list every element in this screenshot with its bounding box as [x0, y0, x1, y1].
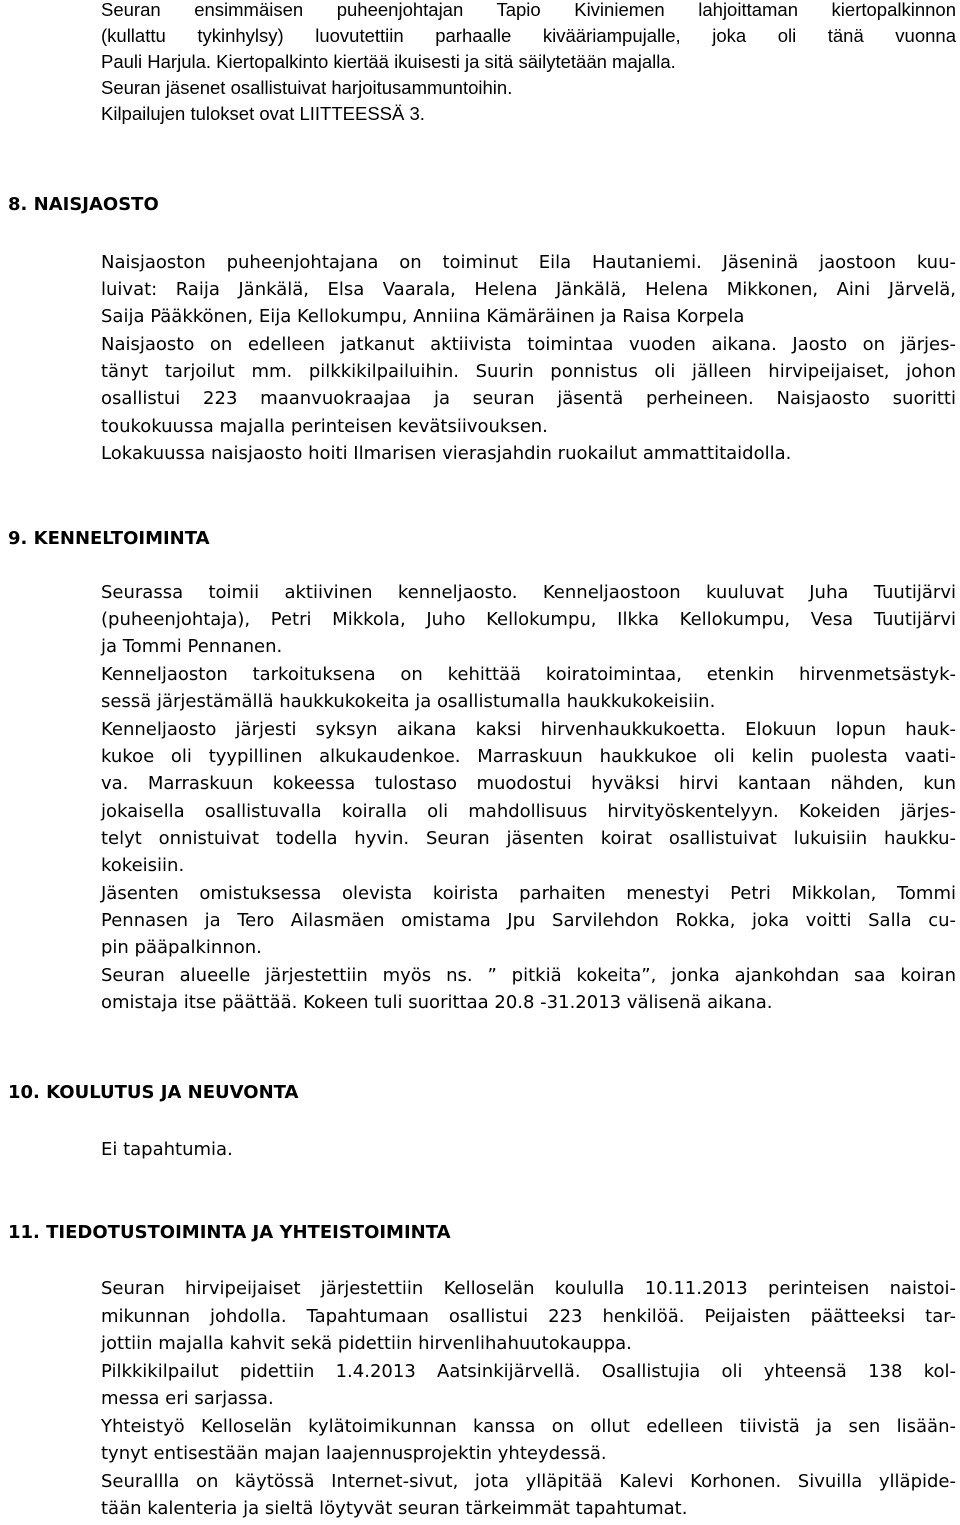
text-line: tään kalenteria ja sieltä löytyvät seuran tärkeimmät tapahtumat.: [101, 1498, 688, 1519]
text-line: tynyt entisestään majan laajennusprojektin yhteydessä.: [101, 1443, 607, 1464]
text-line: mikunnan johdolla. Tapahtumaan osallistui 223 henkilöä. Peijaisten päätteeksi tar-: [101, 1306, 956, 1327]
text-line: tänyt tarjoilut mm. pilkkikilpailuihin. Suurin ponnistus oli jälleen hirvipeijaiset, johon: [101, 361, 956, 382]
text-line: pin pääpalkinnon.: [101, 937, 262, 958]
text-line: kokeisiin.: [101, 855, 185, 876]
text-line: (puheenjohtaja), Petri Mikkola, Juho Kellokumpu, Ilkka Kellokumpu, Vesa Tuutijärvi: [101, 609, 956, 630]
text-line: Seurallla on käytössä Internet-sivut, jota ylläpitää Kalevi Korhonen. Sivuilla ylläpide-: [101, 1471, 956, 1492]
text-line: Saija Pääkkönen, Eija Kellokumpu, Anniina Kämäräinen ja Raisa Korpela: [101, 306, 745, 327]
text-line: sessä järjestämällä haukkukokeita ja osallistumalla haukkukokeisiin.: [101, 691, 716, 712]
text-line: toukokuussa majalla perinteisen kevätsiivouksen.: [101, 416, 548, 437]
text-line: Seuran ensimmäisen puheenjohtajan Tapio Kiviniemen lahjoittaman kiertopalkinnon: [101, 0, 956, 20]
text-line: Kenneljaosto järjesti syksyn aikana kaksi hirvenhaukkukoetta. Elokuun lopun hauk-: [101, 719, 956, 740]
text-line: Seuran hirvipeijaiset järjestettiin Kelloselän koululla 10.11.2013 perinteisen naistoi-: [101, 1278, 956, 1299]
text-line: Kilpailujen tulokset ovat LIITTEESSÄ 3.: [101, 103, 425, 124]
text-line: jokaisella osallistuvalla koiralla oli mahdollisuus hirvityöskentelyyn. Kokeiden järjes-: [101, 801, 956, 822]
text-line: Pilkkikilpailut pidettiin 1.4.2013 Aatsinkijärvellä. Osallistujia oli yhteensä 138 kol-: [101, 1361, 956, 1382]
text-line: jottiin majalla kahvit sekä pidettiin hirvenlihahuutokauppa.: [101, 1333, 632, 1354]
section-heading-naisjaosto: 8. NAISJAOSTO: [8, 194, 159, 215]
section-heading-tiedotustoiminta: 11. TIEDOTUSTOIMINTA JA YHTEISTOIMINTA: [8, 1222, 451, 1243]
text-line: Pauli Harjula. Kiertopalkinto kiertää ikuisesti ja sitä säilytetään majalla.: [101, 51, 676, 72]
text-line: Seuran alueelle järjestettiin myös ns. ” pitkiä kokeita”, jonka ajankohdan saa koiran: [101, 965, 956, 986]
text-line: Lokakuussa naisjaosto hoiti Ilmarisen vierasjahdin ruokailut ammattitaidolla.: [101, 443, 792, 464]
text-line: Naisjaoston puheenjohtajana on toiminut Eila Hautaniemi. Jäseninä jaostoon kuu-: [101, 252, 956, 273]
text-line: Seuran jäsenet osallistuivat harjoitusammuntoihin.: [101, 77, 513, 98]
text-line: Naisjaosto on edelleen jatkanut aktiivista toimintaa vuoden aikana. Jaosto on järjes-: [101, 334, 956, 355]
text-line: luivat: Raija Jänkälä, Elsa Vaarala, Helena Jänkälä, Helena Mikkonen, Aini Järvelä,: [101, 279, 956, 300]
text-line: omistaja itse päättää. Kokeen tuli suorittaa 20.8 -31.2013 välisenä aikana.: [101, 992, 773, 1013]
text-line: Ei tapahtumia.: [101, 1139, 233, 1160]
text-line: Seurassa toimii aktiivinen kenneljaosto. Kenneljaostoon kuuluvat Juha Tuutijärvi: [101, 582, 956, 603]
text-line: Jäsenten omistuksessa olevista koirista parhaiten menestyi Petri Mikkolan, Tommi: [101, 883, 956, 904]
section-heading-kenneltoiminta: 9. KENNELTOIMINTA: [8, 528, 210, 549]
text-line: ja Tommi Pennanen.: [101, 636, 283, 657]
text-line: messa eri sarjassa.: [101, 1388, 274, 1409]
text-line: kukoe oli tyypillinen alkukaudenkoe. Marraskuun haukkukoe oli kelin puolesta vaati-: [101, 746, 956, 767]
text-line: Yhteistyö Kelloselän kylätoimikunnan kanssa on ollut edelleen tiivistä ja sen lisään-: [101, 1416, 956, 1437]
text-line: Kenneljaoston tarkoituksena on kehittää koiratoimintaa, etenkin hirvenmetsästyk-: [101, 664, 956, 685]
text-line: Pennasen ja Tero Ailasmäen omistama Jpu Sarvilehdon Rokka, joka voitti Salla cu-: [101, 910, 956, 931]
text-line: osallistui 223 maanvuokraajaa ja seuran jäsentä perheineen. Naisjaosto suoritti: [101, 388, 956, 409]
text-line: telyt onnistuivat todella hyvin. Seuran jäsenten koirat osallistuivat lukuisiin haukku-: [101, 828, 956, 849]
text-line: va. Marraskuun kokeessa tulostaso muodostui hyväksi hirvi kantaan nähden, kun: [101, 773, 956, 794]
section-heading-koulutus: 10. KOULUTUS JA NEUVONTA: [8, 1082, 299, 1103]
text-line: (kullattu tykinhylsy) luovutettiin parhaalle kivääriampujalle, joka oli tänä vuonna: [101, 25, 956, 46]
